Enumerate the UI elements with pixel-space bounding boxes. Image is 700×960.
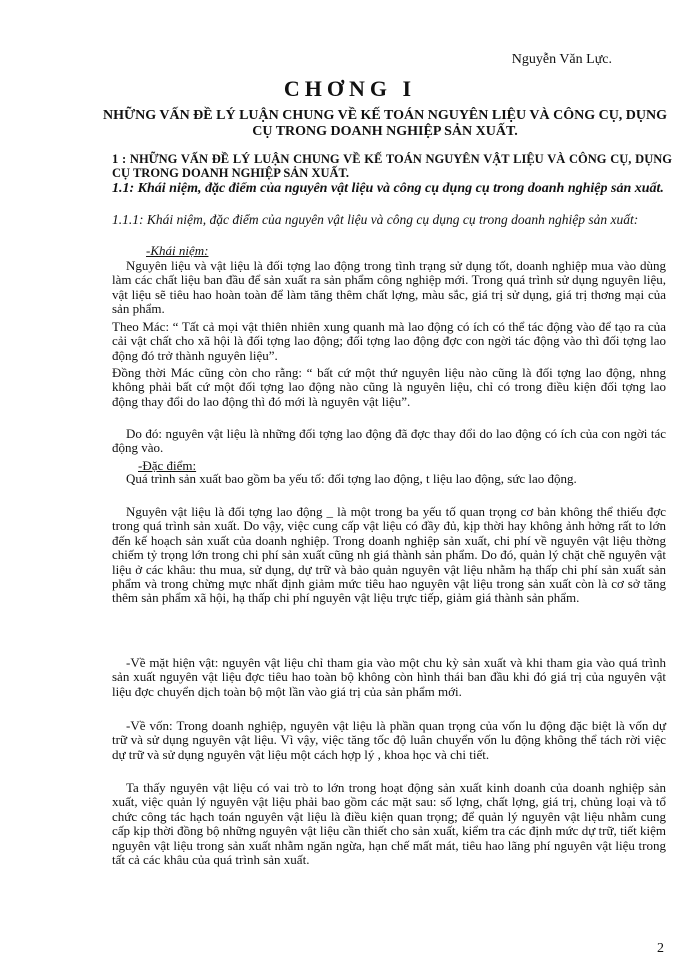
paragraph: Do đó: nguyên vật liệu là những đối tợng lao động đã đợc thay đổi do lao động có ích của con ngời tác động vào. (112, 426, 666, 456)
paragraph: -Về mặt hiện vật: nguyên vật liệu chỉ tham gia vào một chu kỳ sản xuất và khi tham gia vào quá trình sản xuất nguyên vật liệu đợc tiêu hao toàn bộ không còn hình thái ban đầu khi đó giá trị của nguyên vật liệu đợc chuyển dịch toàn bộ một lần vào giá trị của sản phẩm mới. (112, 655, 666, 699)
paragraph: -Về vốn: Trong doanh nghiệp, nguyên vật liệu là phần quan trọng của vốn lu động đặc biệt là vốn dự trữ và sử dụng nguyên vật liệu. Vì vậy, việc tăng tốc độ luân chuyển vốn lu động không thể tách rời việc dự trữ và sử dụng nguyên vật liệu một cách hợp lý , khoa học và chi tiết. (112, 718, 666, 762)
paragraph: Ta thấy nguyên vật liệu có vai trò to lớn trong hoạt động sản xuất kinh doanh của doanh nghiệp sản xuất, việc quản lý nguyên vật liệu phải bao gồm các mặt sau: số lợng, chất lợng, giá trị, chủng loại và tổ chức công tác hạch toán nguyên vật liệu là điều kiện quan trọng; để quản lý nguyên vật liệu nhằm cung cấp kịp thời đồng bộ những nguyên vật liệu cần thiết cho sản xuất, kiểm tra các định mức dự trữ, tiết kiệm nguyên vật liệu trong sản xuất nhằm ngăn ngừa, hạn chế mất mát, tiêu hao lãng phí nguyên vật liệu trong tất cả các khâu của quá trình sản xuất. (112, 780, 666, 868)
chapter-title: CHƠNG I (283, 76, 417, 101)
paragraph: Đồng thời Mác cũng còn cho rằng: “ bất cứ một thứ nguyên liệu nào cũng là đối tợng lao động, nhng không phải bất cứ một đối tợng lao động nào cũng là nguyên liệu, chỉ có trong điều kiện đối tợng lao động thay đổi do lao động thì đó mới là nguyên vật liệu”. (112, 365, 666, 409)
section-heading: 1 : NHỮNG VẤN ĐỀ LÝ LUẬN CHUNG VỀ KẾ TOÁN NGUYÊN VẬT LIỆU VÀ CÔNG CỤ, DỤNG CỤ TRONG DOANH NGHIỆP SẢN XUẤT. (112, 152, 672, 180)
concept-label: -Khái niệm: (146, 243, 209, 258)
paragraph: Quá trình sản xuất bao gồm ba yếu tố: đối tợng lao động, t liệu lao động, sức lao động. (126, 471, 577, 486)
paragraph: Nguyên liệu và vật liệu là đối tợng lao động trong tình trạng sử dụng tốt, doanh nghiệp mua vào dùng làm các chất liệu ban đầu để sản xuất ra sản phẩm công nghiệp mới. Trong quá trình sử dụng nguyên liệu, vật liệu sẽ tiêu hao hoàn toàn để làm tăng thêm chất lợng, màu sắc, giá trị sử dụng, giá trị thơng mại của sản phẩm. (112, 258, 666, 317)
feature-label: -Đặc điểm: (138, 458, 197, 473)
paragraph: Theo Mác: “ Tất cả mọi vật thiên nhiên xung quanh mà lao động có ích có thể tác động vào để tạo ra của cải vật chất cho xã hội là đối tợng lao động; đối tợng lao động đợc con ngời tác động vào thì đối tợng lao động đó trở thành nguyên liệu”. (112, 319, 666, 363)
subsection-heading: 1.1: Khái niệm, đặc điểm của nguyên vật liệu và công cụ dụng cụ trong doanh nghiệp sản xuất. (112, 181, 664, 196)
page-number: 2 (657, 941, 664, 956)
subsubsection-heading: 1.1.1: Khái niệm, đặc điểm của nguyên vật liệu và công cụ dụng cụ trong doanh nghiệp sản xuất: (112, 212, 639, 227)
chapter-subtitle: NHỮNG VẤN ĐỀ LÝ LUẬN CHUNG VỀ KẾ TOÁN NGUYÊN LIỆU VÀ CÔNG CỤ, DỤNG CỤ TRONG DOANH NGHIỆP SẢN XUẤT. (102, 108, 668, 139)
paragraph: Nguyên vật liệu là đối tợng lao động _ là một trong ba yếu tố quan trọng cơ bản không thể thiếu đợc trong quá trình sản xuất. Do vậy, việc cung cấp vật liệu có đầy đủ, kịp thời hay không ảnh hởng rất to lớn đến kế hoạch sản xuất của doanh nghiệp. Trong doanh nghiệp sản xuất, chi phí về nguyên vật liệu thờng chiếm tỷ trọng lớn trong chi phí sản xuất cũng nh giá thành sản phẩm. Do đó, quản lý chặt chẽ nguyên vật liệu ở các khâu: thu mua, sử dụng, dự trữ và bảo quản nguyên vật liệu nhằm hạ thấp chi phí sản xuất sản phẩm và trong chừng mực nhất định giảm mức tiêu hao nguyên vật liệu trong sản xuất còn là cơ sở tăng thêm sản phẩm xã hội, hạ thấp chi phí nguyên vật liệu trực tiếp, giảm giá thành sản phẩm. (112, 504, 666, 606)
author-name: Nguyễn Văn Lực. (511, 52, 612, 67)
